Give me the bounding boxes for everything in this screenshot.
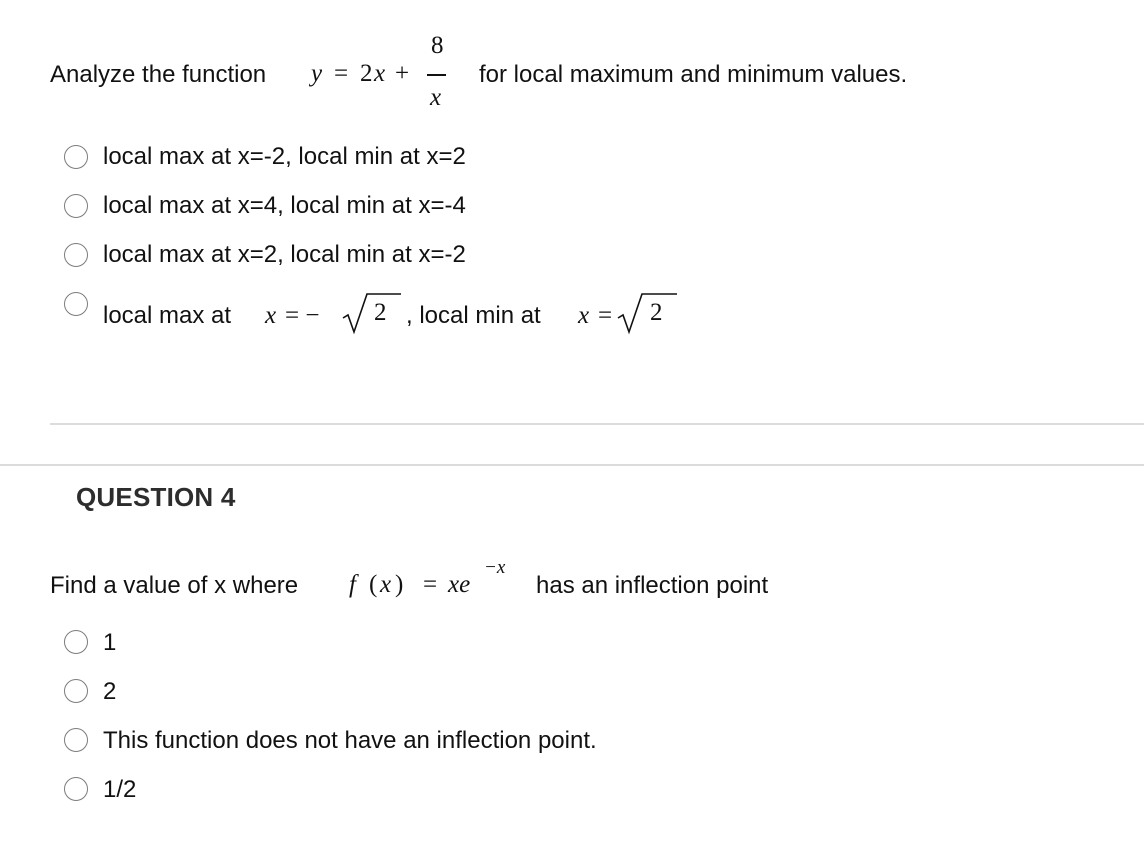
- sqrt-symbol-2: [617, 290, 679, 336]
- eq-body: xe: [448, 571, 471, 598]
- sqrt-symbol-1: [342, 290, 402, 336]
- question-separator: [0, 464, 1144, 466]
- option4-var-2: x: [578, 302, 590, 329]
- option4-radicand-2: 2: [650, 299, 663, 326]
- q3-option-4-radio[interactable]: [64, 292, 88, 316]
- option4-radicand-1: 2: [374, 299, 387, 326]
- q4-option-2-label: 2: [103, 678, 117, 705]
- q3-option-3-label: local max at x=2, local min at x=-2: [103, 241, 466, 268]
- q4-option-1-label: 1: [103, 629, 117, 656]
- fraction-bar: [427, 74, 446, 76]
- eq-f: f: [349, 571, 356, 598]
- eq-equals: =: [334, 60, 349, 87]
- q4-prompt-before: Find a value of x where: [50, 572, 299, 599]
- q4-option-1-radio[interactable]: [64, 630, 88, 654]
- eq-equals-4: =: [423, 571, 438, 598]
- eq-term-var: x: [374, 60, 386, 87]
- q4-option-2-radio[interactable]: [64, 679, 88, 703]
- q3-option-2-label: local max at x=4, local min at x=-4: [103, 192, 466, 219]
- eq-plus: +: [395, 60, 410, 87]
- question-divider: [50, 423, 1144, 425]
- option4-eq-1: = −: [285, 302, 320, 329]
- eq-lhs: y: [311, 60, 323, 87]
- q4-option-4-label: 1/2: [103, 776, 137, 803]
- q3-option-2-radio[interactable]: [64, 194, 88, 218]
- option4-var-1: x: [265, 302, 277, 329]
- q4-option-3-radio[interactable]: [64, 728, 88, 752]
- eq-coefficient: 2: [360, 60, 373, 87]
- question-4-title: QUESTION 4: [76, 482, 236, 512]
- q3-option-3-radio[interactable]: [64, 243, 88, 267]
- eq-close-paren: ): [395, 571, 404, 598]
- q4-prompt-after: has an inflection point: [536, 572, 769, 599]
- eq-denominator: x: [430, 84, 442, 111]
- q3-option-1-label: local max at x=-2, local min at x=2: [103, 143, 466, 170]
- option4-text-max: local max at: [103, 302, 232, 329]
- eq-x: x: [380, 571, 392, 598]
- q3-option-1-radio[interactable]: [64, 145, 88, 169]
- q3-prompt-before: Analyze the function: [50, 61, 267, 88]
- option4-eq-2: =: [598, 302, 613, 329]
- eq-exponent: −x: [484, 557, 506, 578]
- q4-option-3-label: This function does not have an inflection point.: [103, 727, 597, 754]
- eq-numerator: 8: [431, 32, 444, 59]
- option4-text-min: , local min at: [406, 302, 541, 329]
- eq-open-paren: (: [369, 571, 378, 598]
- q4-option-4-radio[interactable]: [64, 777, 88, 801]
- q3-prompt-after: for local maximum and minimum values.: [479, 61, 908, 88]
